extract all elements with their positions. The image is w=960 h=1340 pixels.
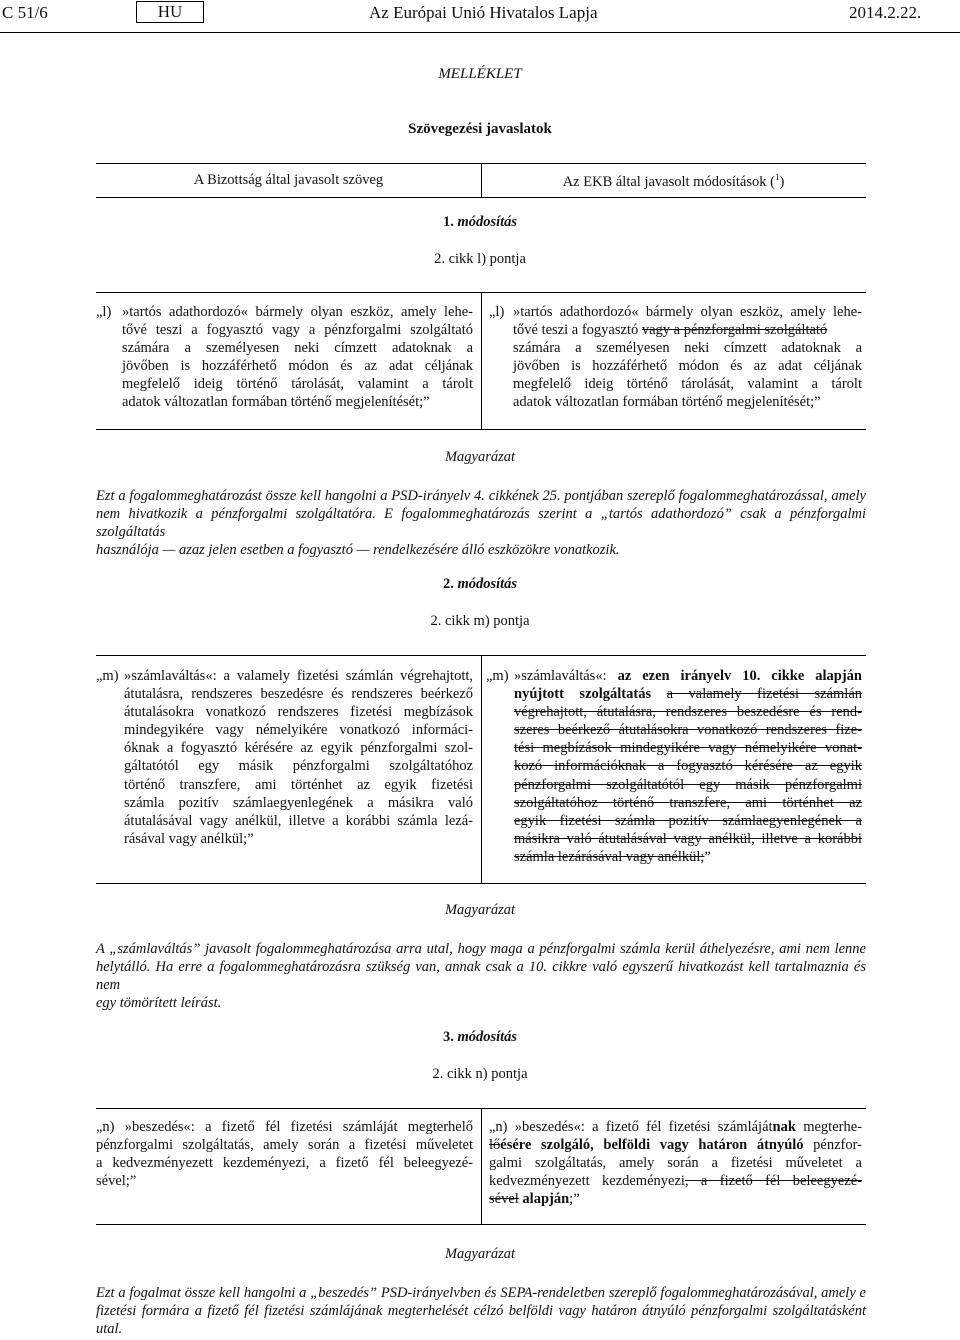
- text-line: kedvezményezett kezdeményezi, a fizető fél beleegyezé-: [489, 1173, 862, 1190]
- inserted-text: ésére szolgáló, belföldi vagy határon átnyúló: [500, 1137, 804, 1154]
- text-line: megfelelő ideig történő tárolását, valamint a tárolt: [122, 376, 473, 393]
- amendment-3-title: 3. módosítás: [442, 1029, 518, 1045]
- explanation-line: fizetési formára a fizető fél fizetési számlájának megterhelését célzó belföldi vagy határon átnyúló pénzforgalmi szolgáltatásként utal.: [96, 1303, 866, 1338]
- text-line: számla pozitív számlaegyenlegének a másikra való: [124, 794, 473, 811]
- text-line: számla lezárásával vagy anélkül;”: [514, 848, 711, 865]
- deleted-line: végrehajtott, átutalásra, rendszeres beszedésre és rend-: [514, 704, 862, 721]
- deleted-line: tési megbízások mindegyikére vagy némelyikére vonat-: [514, 740, 862, 757]
- text-line: átutalásokra vonatkozó rendszeres fizetési megbízások: [124, 704, 473, 721]
- text-line: galmi szolgáltatás, amely során a fizetési műveletet a: [489, 1155, 862, 1172]
- text-line: átutalásával vagy anélkül, illetve a korábbi számla lezá-: [124, 812, 473, 829]
- annex-label: MELLÉKLET: [438, 66, 522, 82]
- amendment-2-right-text: [486, 667, 862, 866]
- item-label-l: „l): [96, 304, 112, 320]
- amendment-2-left-text: [96, 667, 473, 848]
- item-label-m: „m): [96, 668, 119, 684]
- text-line: adatok változatlan formában történő megjelenítését;”: [122, 394, 430, 411]
- text-line: lőésére szolgáló, belföldi vagy határon átnyúló pénzfor-: [489, 1137, 862, 1154]
- amendment-1-table-bottom-rule: [96, 429, 866, 430]
- text-line: „n) »beszedés«: a fizető fél fizetési számláját megterhelő: [96, 1119, 473, 1135]
- deleted-text: lő: [489, 1137, 501, 1154]
- right-column-heading: Az EKB által javasolt módosítások ($^1$): [562, 172, 785, 190]
- amendment-2-explanation: [96, 940, 866, 1012]
- amendment-2-title: 2. módosítás: [442, 576, 518, 592]
- text-line: számára a személyesen neki címzett adatoknak a: [122, 340, 473, 357]
- text-line: óknak a fogyasztó kérésére az egyik pénzforgalmi szol-: [124, 740, 473, 757]
- amendment-2-explanation-title: Magyarázat: [444, 902, 516, 918]
- text-line: »számlaváltás«: a valamely fizetési számlán végrehajtott,: [124, 668, 473, 684]
- amendment-2-reference: 2. cikk m) pontja: [430, 613, 530, 629]
- amendment-1-left-text: [96, 303, 473, 412]
- deleted-text: sével: [489, 1191, 519, 1208]
- text-line: tővé teszi a fogyasztó vagy a pénzforgalmi szolgáltató: [122, 322, 473, 339]
- deleted-text: , a fizető fél beleegyezé-: [684, 1173, 862, 1190]
- explanation-line: Ezt a fogalmat össze kell hangolni a „beszedés” PSD-irányelvben és SEPA-rendeletben szereplő fogalommeghatározásával, amely e: [96, 1285, 866, 1301]
- header-rule: [0, 32, 960, 33]
- explanation-line: Ezt a fogalommeghatározást össze kell hangolni a PSD-irányelv 4. cikkének 25. pontjában szereplő fogalommeghatározással, amely: [96, 488, 866, 504]
- deleted-text: vagy a pénzforgalmi szolgáltató: [641, 322, 828, 339]
- explanation-line: egy tömörített leírást.: [96, 995, 222, 1012]
- text-line: sével alapján;”: [489, 1191, 580, 1208]
- deleted-line: szeres beérkező átutalásokra vonatkozó rendszeres fize-: [514, 722, 862, 739]
- item-label-l: „l): [489, 304, 505, 320]
- publication-date: 2014.2.22.: [849, 3, 922, 22]
- amendment-1-table-divider: [481, 292, 482, 430]
- amendment-3-right-text: [489, 1118, 862, 1208]
- text-line: jövőben is hozzáférhető módon és az adat céljának: [122, 358, 473, 375]
- text-line: gáltatótól egy másik pénzforgalmi szolgáltatóhoz: [124, 758, 473, 775]
- amendment-3-reference: 2. cikk n) pontja: [432, 1066, 528, 1082]
- amendment-2-table-bottom-rule: [96, 883, 866, 884]
- text-line: jövőben is hozzáférhető módon és az adat céljának: [513, 358, 862, 375]
- amendment-3-explanation: [96, 1284, 866, 1338]
- explanation-line: helytálló. Ha erre a fogalommeghatározásra szükség van, annak csak a 10. cikkre való egyszerű hivatkozást kell tartalmaznia és nem: [96, 959, 866, 994]
- explanation-line: A „számlaváltás” javasolt fogalommeghatározása arra utal, hogy maga a pénzforgalmi számla kerül áthelyezésre, ami nem lenne: [96, 941, 866, 957]
- text-line: sével;”: [96, 1173, 137, 1190]
- amendment-2-table-divider: [481, 655, 482, 884]
- text-line: adatok változatlan formában történő megjelenítését;”: [513, 394, 821, 411]
- deleted-line: pénzforgalmi szolgáltatótól egy másik pénzforgalmi: [514, 776, 862, 793]
- amendment-1-explanation: [96, 487, 866, 559]
- deleted-line: egyik fizetési számla pozitív számlaegyenlegének a: [514, 812, 862, 829]
- explanation-line: használója — azaz jelen esetben a fogyasztó — rendelkezésére álló eszközökre vonatkozik.: [96, 542, 620, 559]
- text-line: pénzforgalmi szolgáltatás, amely során a fizetési műveletet: [96, 1137, 473, 1154]
- amendment-1-right-text: [489, 303, 862, 412]
- amendment-3-table-divider: [481, 1108, 482, 1225]
- amendment-1-explanation-title: Magyarázat: [444, 449, 516, 465]
- text-line: átutalásra, rendszeres beszedésre és rendszeres beérkező: [124, 686, 473, 703]
- amendment-3-table-bottom-rule: [96, 1224, 866, 1225]
- explanation-line: nem hivatkozik a pénzforgalmi szolgáltatóra. E fogalommeghatározás szerint a „tartós adathordozó” csak a pénzforgalmi szolgáltatás: [96, 506, 866, 541]
- deleted-text: a valamely fizetési számlán: [666, 686, 863, 703]
- amendment-3-explanation-title: Magyarázat: [444, 1246, 516, 1262]
- left-column-heading: A Bizottság által javasolt szöveg: [193, 172, 384, 188]
- inserted-text: alapján: [518, 1191, 570, 1208]
- page-reference: C 51/6: [2, 3, 48, 22]
- journal-title: Az Európai Unió Hivatalos Lapja: [369, 3, 598, 22]
- amendment-1-reference: 2. cikk l) pontja: [434, 251, 526, 267]
- text-line: a kedvezményezett kezdeményezi, a fizető fél beleegyezé-: [96, 1155, 473, 1172]
- deleted-text: számla lezárásával vagy anélkül;: [514, 848, 705, 865]
- text-line: »tartós adathordozó« bármely olyan eszköz, amely lehe-: [513, 304, 862, 320]
- text-line: „n) »beszedés«: a fizető fél fizetési számlájátnak megterhe-: [489, 1119, 862, 1135]
- column-header-bottom-rule: [96, 197, 866, 198]
- amendment-1-title: 1. módosítás: [442, 214, 518, 230]
- text-line: megfelelő ideig történő tárolását, valamint a tárolt: [513, 376, 862, 393]
- language-code-box: HU: [136, 1, 204, 23]
- inserted-text: nak: [772, 1119, 796, 1135]
- item-label-m: „m): [486, 668, 509, 684]
- text-line: számára a személyesen neki címzett adatoknak a: [513, 340, 862, 357]
- text-line: [514, 685, 862, 703]
- text-line: történő transzfere, ami történhet az egyik fizetési: [124, 776, 473, 793]
- text-line: tővé teszi a fogyasztó vagy a pénzforgalmi szolgáltató: [513, 322, 828, 339]
- amendment-3-left-text: [96, 1118, 473, 1190]
- deleted-line: szolgáltatóhoz történő transzfere, ami történhet az: [514, 794, 862, 811]
- text-line: »számlaváltás«: az ezen irányelv 10. cikke alapján: [514, 668, 862, 684]
- inserted-text: az ezen irányelv 10. cikke alapján: [617, 668, 862, 684]
- text-line: rásával vagy anélkül;”: [124, 830, 254, 847]
- inserted-text: nyújtott szolgáltatás: [514, 686, 652, 703]
- text-line: »tartós adathordozó« bármely olyan eszköz, amely lehe-: [122, 304, 473, 320]
- deleted-line: kozó információknak a fogyasztó kérésére az egyik: [514, 758, 862, 775]
- document-title: Szövegezési javaslatok: [408, 121, 552, 137]
- deleted-line: másikra való átutalásával vagy anélkül, illetve a korábbi: [514, 830, 862, 847]
- text-line: mindegyikére vagy némelyikére vonatkozó informáci-: [124, 722, 473, 739]
